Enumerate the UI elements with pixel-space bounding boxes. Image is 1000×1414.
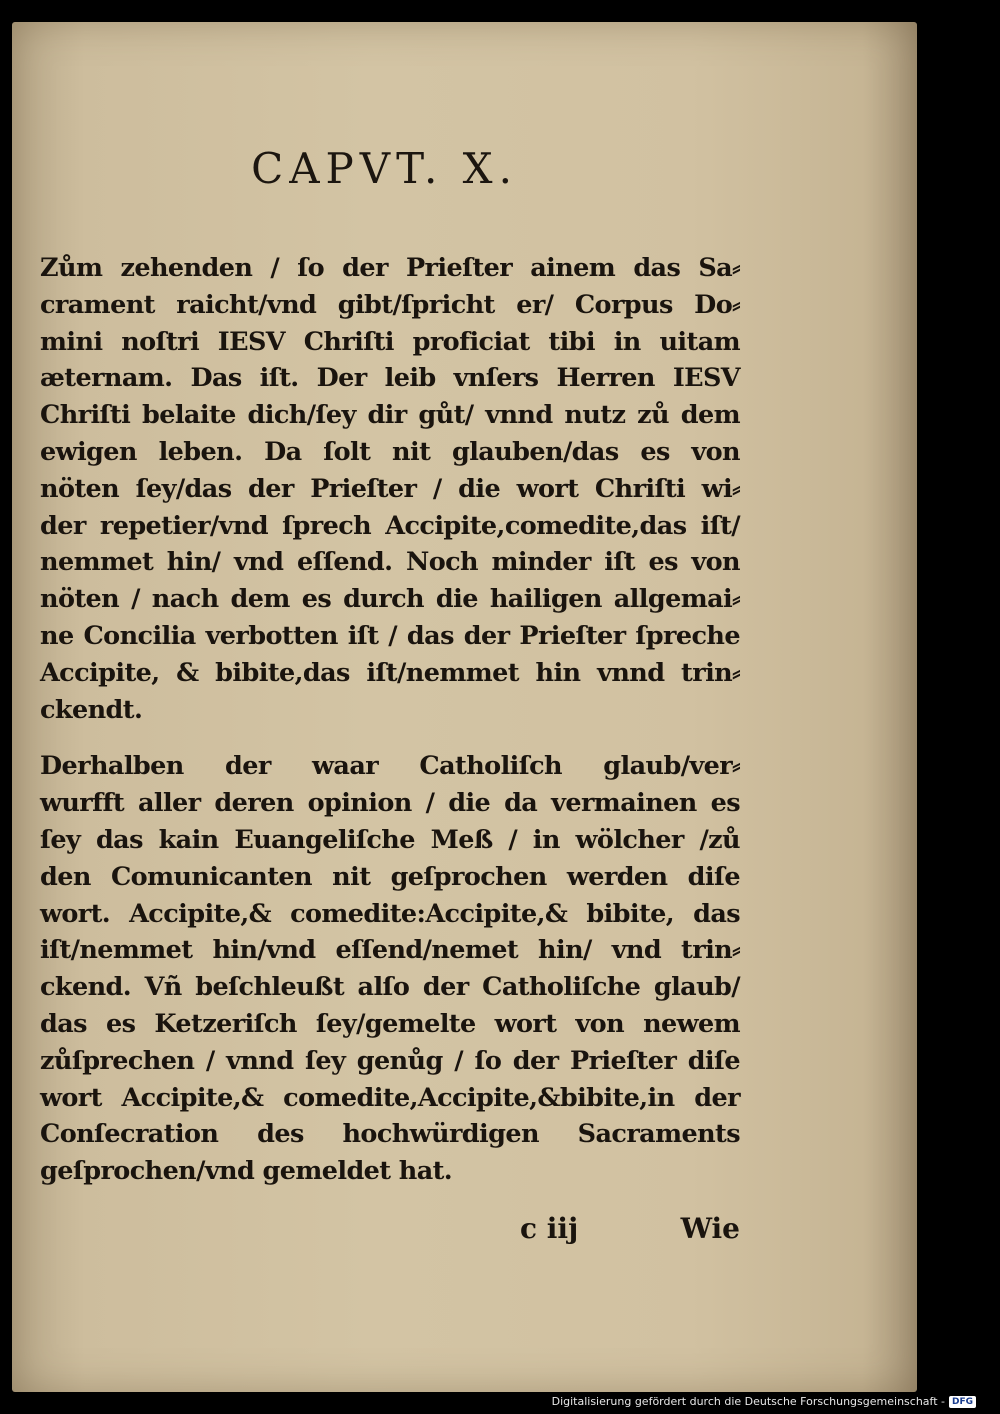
- text-line: nöten ſey/das der Prieſter / die wort Chriſti wi⸗: [40, 473, 740, 504]
- funding-credit: [552, 1395, 976, 1408]
- text-line: wurfft aller deren opinion / die da vermainen es: [40, 788, 740, 819]
- dfg-logo: DFG: [949, 1396, 976, 1408]
- text-line: geſprochen/vnd gemeldet hat.: [40, 1156, 453, 1187]
- signature-mark: c iij: [520, 1212, 579, 1245]
- text-line: zůſprechen / vnnd ſey genůg / ſo der Prieſter diſe: [40, 1045, 740, 1076]
- paragraph-gap: [40, 728, 740, 748]
- text-line: iſt/nemmet hin/vnd eſſend/nemet hin/ vnd trin⸗: [40, 935, 740, 966]
- paragraph: [40, 748, 740, 1190]
- text-line: Derhalben der waar Catholiſch glaub/ver⸗: [40, 751, 740, 782]
- text-line: das es Ketzeriſch ſey/gemelte wort von newem: [40, 1008, 740, 1039]
- text-line: der repetier/vnd ſprech Accipite,comedite,das iſt/: [40, 510, 740, 541]
- text-line: den Comunicanten nit geſprochen werden diſe: [40, 861, 740, 892]
- book-page: [12, 22, 917, 1392]
- text-line: nemmet hin/ vnd eſſend. Noch minder iſt es von: [40, 547, 740, 578]
- text-line: nöten / nach dem es durch die hailigen allgemai⸗: [40, 584, 740, 615]
- text-line: Accipite, & bibite,das iſt/nemmet hin vnnd trin⸗: [40, 657, 740, 688]
- catchword: Wie: [680, 1212, 740, 1245]
- text-line: mini noſtri IESV Chriſti proficiat tibi in uitam: [40, 326, 740, 357]
- text-line: wort. Accipite,& comedite:Accipite,& bibite, das: [40, 898, 740, 929]
- text-line: æternam. Das iſt. Der leib vnſers Herren IESV: [40, 363, 740, 394]
- text-line: ckendt.: [40, 694, 143, 725]
- paragraph: [40, 250, 740, 728]
- text-line: Conſecration des hochwürdigen Sacraments: [40, 1119, 740, 1150]
- text-line: Chriſti belaite dich/ſey dir gůt/ vnnd nutz zů dem: [40, 400, 740, 431]
- body-text: [40, 250, 740, 1190]
- text-line: ne Concilia verbotten iſt / das der Prieſter ſpreche: [40, 620, 740, 651]
- text-line: crament raicht/vnd gibt/ſpricht er/ Corpus Do⸗: [40, 289, 740, 320]
- chapter-heading: CAPVT. X.: [251, 144, 518, 193]
- text-line: ckend. Vñ beſchleußt alſo der Catholiſche glaub/: [40, 972, 740, 1003]
- text-line: Zům zehenden / ſo der Prieſter ainem das Sa⸗: [40, 253, 740, 283]
- text-line: ſey das kain Euangeliſche Meß / in wölcher /zů: [40, 824, 740, 855]
- text-line: wort Accipite,& comedite,Accipite,&bibite,in der: [40, 1082, 740, 1113]
- credit-text: Digitalisierung gefördert durch die Deutsche Forschungsgemeinschaft -: [551, 1395, 945, 1408]
- text-line: ewigen leben. Da ſolt nit glauben/das es von: [40, 436, 740, 467]
